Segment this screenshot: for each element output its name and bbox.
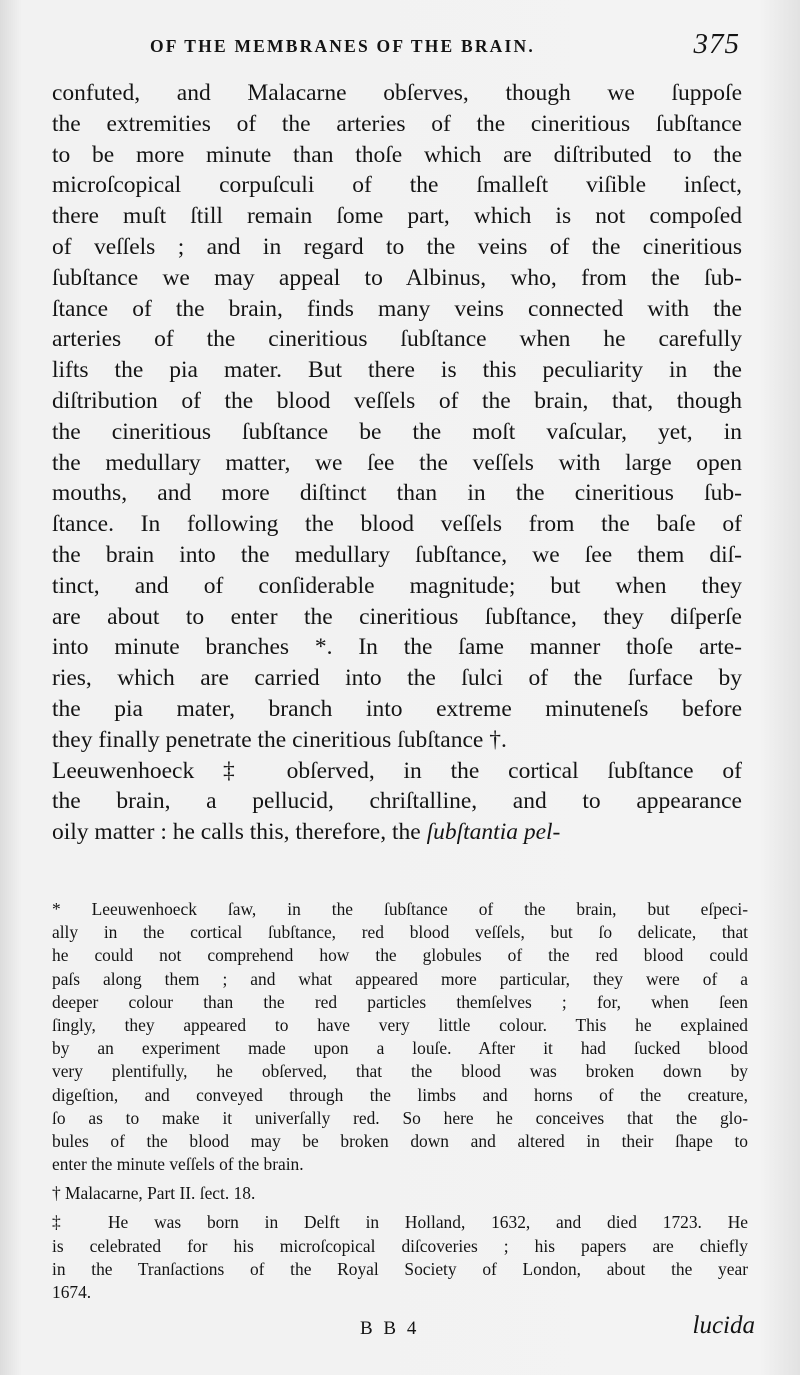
catchword: lucida: [692, 1312, 755, 1339]
body-line: there muſt ſtill remain ſome part, which is not compoſed: [52, 203, 742, 230]
body-last-line-text: oily matter : he calls this, therefore, the: [52, 819, 427, 846]
footnote-line: ‡ He was born in Delft in Holland, 1632, and died 1723. He: [52, 1212, 748, 1233]
footnote-line: ally in the cortical ſubſtance, red blood veſſels, but ſo delicate, that: [52, 922, 748, 943]
body-line: tinct, and of conſiderable magnitude; but when they: [52, 572, 742, 599]
body-line: ſtance. In following the blood veſſels from the baſe of: [52, 511, 742, 538]
signature-mark: B B 4: [360, 1318, 420, 1339]
body-line: the brain, a pellucid, chriſtalline, and to appearance: [52, 788, 742, 815]
body-line: into minute branches *. In the ſame manner thoſe arte-: [52, 634, 742, 661]
body-lines: [52, 78, 742, 817]
page-number: 375: [693, 28, 740, 60]
body-line: of veſſels ; and in regard to the veins of the cineritious: [52, 233, 742, 260]
body-last-line-italic: ſubſtantia pel-: [426, 819, 561, 846]
footnote-line: paſs along them ; and what appeared more particular, they were of a: [52, 968, 748, 989]
body-line: are about to enter the cineritious ſubſtance, they diſperſe: [52, 603, 742, 630]
footnote-line: by an experiment made upon a louſe. After it had ſucked blood: [52, 1038, 748, 1059]
body-line: diſtribution of the blood veſſels of the brain, that, though: [52, 387, 742, 414]
body-line: they finally penetrate the cineritious ſubſtance †.: [52, 726, 507, 753]
body-line: microſcopical corpuſculi of the ſmalleſt viſible inſect,: [52, 172, 742, 199]
page-footer: [50, 1312, 755, 1352]
body-line: ſtance of the brain, finds many veins connected with the: [52, 295, 742, 322]
footnote-line: bules of the blood may be broken down and altered in their ſhape to: [52, 1130, 748, 1151]
footnotes: [52, 898, 748, 1304]
running-head: OF THE MEMBRANES OF THE BRAIN.: [150, 36, 535, 56]
main-text: [52, 78, 742, 848]
footnote-star: [52, 898, 748, 1176]
footnote-line: * Leeuwenhoeck ſaw, in the ſubſtance of the brain, but eſpeci-: [52, 899, 748, 919]
footnote-dagger: † Malacarne, Part II. ſect. 18.: [52, 1183, 256, 1204]
page-header: [50, 28, 740, 66]
body-line: ries, which are carried into the ſulci of the ſurface by: [52, 665, 742, 692]
footnote-line: is celebrated for his microſcopical diſcoveries ; his papers are chiefly: [52, 1235, 748, 1256]
body-line: the medullary matter, we ſee the veſſels with large open: [52, 449, 742, 476]
body-line: arteries of the cineritious ſubſtance when he carefully: [52, 326, 742, 353]
footnote-line: deeper colour than the red particles themſelves ; for, when ſeen: [52, 991, 748, 1012]
body-line: confuted, and Malacarne obſerves, though we ſuppoſe: [52, 80, 742, 106]
footnote-line: enter the minute veſſels of the brain.: [52, 1154, 304, 1175]
footnote-line: ſingly, they appeared to have very little colour. This he explained: [52, 1014, 748, 1035]
body-line: the brain into the medullary ſubſtance, we ſee them diſ-: [52, 541, 742, 568]
footnote-line: ſo as to make it univerſally red. So here he conceives that the glo-: [52, 1107, 748, 1128]
body-line: the cineritious ſubſtance be the moſt vaſcular, yet, in: [52, 418, 742, 445]
body-line-last: [52, 817, 742, 848]
body-line: to be more minute than thoſe which are diſtributed to the: [52, 141, 742, 168]
footnote-line: in the Tranſactions of the Royal Society of London, about the year: [52, 1258, 748, 1279]
body-line: ſubſtance we may appeal to Albinus, who, from the ſub-: [52, 264, 742, 291]
footnote-line: digeſtion, and conveyed through the limbs and horns of the creature,: [52, 1084, 748, 1105]
footnote-double-dagger: [52, 1211, 748, 1304]
body-line: lifts the pia mater. But there is this peculiarity in the: [52, 357, 742, 384]
footnote-line: very plentifully, he obſerved, that the blood was broken down by: [52, 1061, 748, 1082]
footnote-line: 1674.: [52, 1282, 92, 1302]
body-line: the pia mater, branch into extreme minuteneſs before: [52, 695, 742, 722]
body-line: Leeuwenhoeck ‡ obſerved, in the cortical ſubſtance of: [52, 757, 742, 784]
body-line: the extremities of the arteries of the cineritious ſubſtance: [52, 110, 742, 137]
footnote-line: he could not comprehend how the globules of the red blood could: [52, 945, 748, 966]
body-line: mouths, and more diſtinct than in the cineritious ſub-: [52, 480, 742, 507]
